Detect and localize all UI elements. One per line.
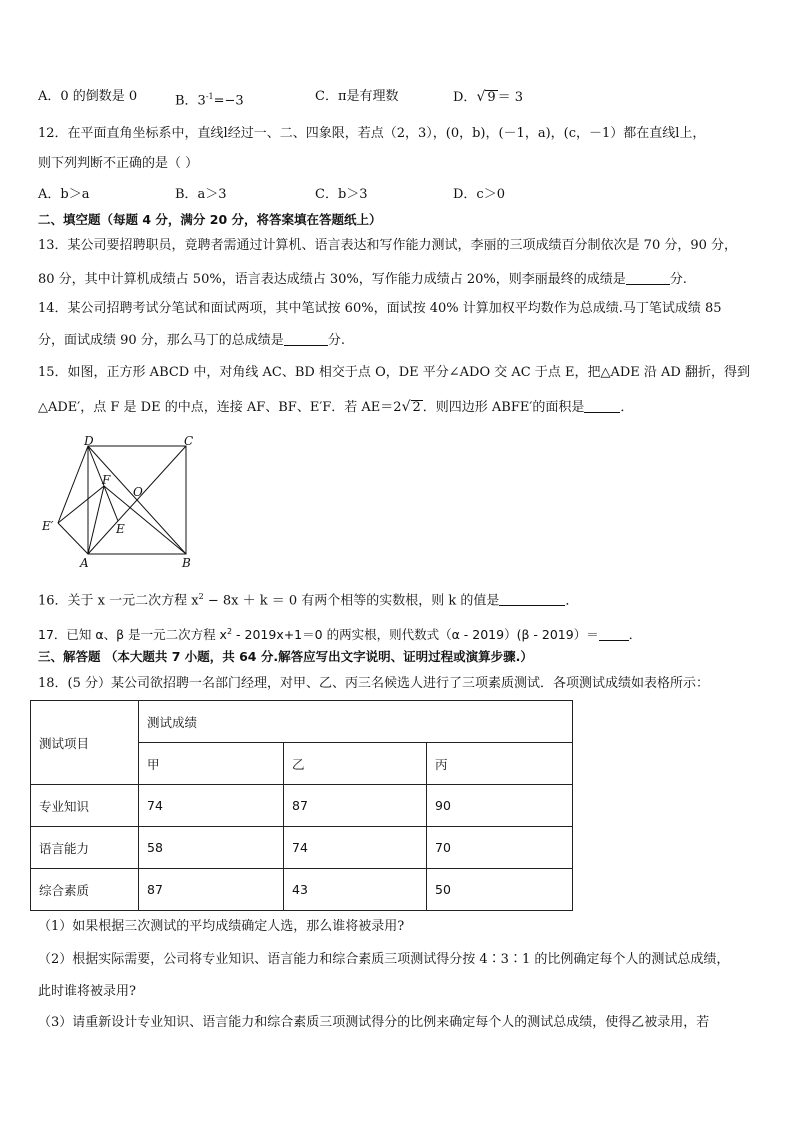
score-table <box>30 700 573 911</box>
table-header-scores: 测试成绩 <box>139 701 573 743</box>
section3-title: 三、解答题 （本大题共 7 小题，共 64 分.解答应写出文字说明、证明过程或演算步骤.） <box>38 649 533 664</box>
figure-label-c: C <box>184 436 194 448</box>
figure-label-f: F <box>102 473 111 487</box>
segment-bf <box>104 486 186 554</box>
table-cell: 87 <box>139 869 284 911</box>
q18-intro: 18．(5 分）某公司欲招聘一名部门经理，对甲、乙、丙三名候选人进行了三项素质测试．各项测试成绩如表格所示： <box>38 676 710 691</box>
q13-answer-blank[interactable] <box>626 270 670 285</box>
figure-label-e: E <box>116 522 125 536</box>
table-cell: 50 <box>427 869 573 911</box>
figure-label-o: O <box>133 485 143 499</box>
q12-option-d: D．c＞0 <box>453 187 505 202</box>
q11-option-d-radicand: 9 <box>487 90 496 105</box>
q11-option-d <box>453 87 523 108</box>
table-header-row <box>31 701 573 743</box>
q15-line2-a: △ADE′，点 F 是 DE 的中点，连接 AF、BF、E′F．若 AE＝2 <box>38 400 402 415</box>
figure-label-e-prime: E′ <box>42 519 54 533</box>
q13-line2-text: 80 分，其中计算机成绩占 50%，语言表达成绩占 30%，写作能力成绩占 20%，则李丽最终的成绩是 <box>38 272 626 287</box>
table-candidate-jia: 甲 <box>139 743 284 785</box>
q11-option-b-exponent: -1 <box>205 92 214 101</box>
q11-option-c: C．π是有理数 <box>315 89 399 104</box>
q14-line2 <box>38 331 758 351</box>
q16-mid: − 8x ＋ k ＝ 0 有两个相等的实数根，则 k 的值是 <box>203 593 500 609</box>
table-row-label: 语言能力 <box>31 827 139 869</box>
q14-line1: 14．某公司招聘考试分笔试和面试两项，其中笔试按 60%，面试按 40% 计算加权平均数作为总成绩.马丁笔试成绩 85 <box>38 301 722 316</box>
sqrt-symbol-icon: √ <box>476 89 486 105</box>
q11-option-b <box>175 87 244 111</box>
q18-part2-line1: （2）根据实际需要，公司将专业知识、语言能力和综合素质三项测试得分按 4∶3∶1 的比例确定每个人的测试总成绩， <box>38 952 730 967</box>
q16-prefix: 16．关于 x 一元二次方程 x <box>38 593 199 609</box>
q16-answer-blank[interactable] <box>499 591 565 606</box>
q13-line2-end: 分. <box>669 272 687 287</box>
figure-label-d: D <box>84 436 94 448</box>
q17-end: ． <box>628 627 642 643</box>
segment-ae-prime <box>58 523 88 554</box>
q15-line2 <box>38 397 758 418</box>
q15-radicand: 2 <box>412 400 421 415</box>
table-header-item: 测试项目 <box>31 701 139 785</box>
q16-end: ． <box>565 593 579 609</box>
q14-line2-text: 分，面试成绩 90 分，那么马丁的总成绩是 <box>38 333 284 348</box>
table-cell: 58 <box>139 827 284 869</box>
table-row <box>31 785 573 827</box>
q14-line2-end: 分. <box>327 333 345 348</box>
table-cell: 74 <box>284 827 427 869</box>
table-cell: 43 <box>284 869 427 911</box>
q11-option-d-suffix: ＝ 3 <box>497 90 524 105</box>
table-row-label: 专业知识 <box>31 785 139 827</box>
table-row-label: 综合素质 <box>31 869 139 911</box>
geometry-figure <box>38 436 208 572</box>
q16-exponent: 2 <box>198 592 204 601</box>
section2-title: 二、填空题（每题 4 分，满分 20 分，将答案填在答题纸上） <box>38 212 382 227</box>
table-cell: 74 <box>139 785 284 827</box>
q17-prefix: 17．已知 α、β 是一元二次方程 x <box>38 627 227 643</box>
q17-mid: - 2019x+1＝0 的两实根，则代数式（α - 2019）(β - 2019）＝ <box>232 627 599 643</box>
figure-label-b: B <box>182 556 191 570</box>
q15-line2-end: ． <box>620 400 634 415</box>
table-cell: 90 <box>427 785 573 827</box>
table-candidate-yi: 乙 <box>284 743 427 785</box>
table-row <box>31 827 573 869</box>
q12-option-b: B．a＞3 <box>175 187 227 202</box>
q15-line1: 15．如图，正方形 ABCD 中，对角线 AC、BD 相交于点 O，DE 平分∠ADO 交 AC 于点 E，把△ADE 沿 AD 翻折，得到 <box>38 365 750 380</box>
figure-label-a: A <box>80 556 89 570</box>
table-cell: 70 <box>427 827 573 869</box>
q13-line1: 13．某公司要招聘职员，竟聘者需通过计算机、语言表达和写作能力测试，李丽的三项成绩百分制依次是 70 分，90 分， <box>38 238 738 253</box>
q18-part3: （3）请重新设计专业知识、语言能力和综合素质三项测试得分的比例来确定每个人的测试总成绩，使得乙被录用，若 <box>38 1015 710 1030</box>
q17-exponent: 2 <box>226 627 233 636</box>
q12-option-c: C．b＞3 <box>315 187 368 202</box>
sqrt-symbol-icon: √ <box>401 399 411 415</box>
q12-line2: 则下列判断不正确的是（ ） <box>38 156 199 171</box>
table-cell: 87 <box>284 785 427 827</box>
q12-line1: 12．在平面直角坐标系中，直线l经过一、二、四象限，若点（2，3），(0，b)，(－1，a)，(c，－1）都在直线l上， <box>38 126 706 141</box>
table-candidate-bing: 丙 <box>427 743 573 785</box>
q11-option-a: A．0 的倒数是 0 <box>38 89 138 104</box>
q11-option-b-suffix: =−3 <box>213 93 244 109</box>
q11-option-b-prefix: B．3 <box>175 93 206 109</box>
q14-answer-blank[interactable] <box>284 331 328 346</box>
q15-answer-blank[interactable] <box>584 398 620 413</box>
q13-line2 <box>38 270 758 290</box>
q11-option-d-prefix: D． <box>453 90 477 105</box>
q15-line2-b: ．则四边形 ABFE′的面积是 <box>422 400 585 415</box>
q18-part1: （1）如果根据三次测试的平均成绩确定人选，那么谁将被录用? <box>38 919 405 934</box>
q17-line <box>38 622 758 645</box>
table-row <box>31 869 573 911</box>
segment-af <box>88 486 104 554</box>
q17-answer-blank[interactable] <box>599 626 629 641</box>
q18-part2-line2: 此时谁将被录用? <box>38 984 136 999</box>
q12-option-a: A．b＞a <box>38 187 90 202</box>
q16-line <box>38 587 758 611</box>
